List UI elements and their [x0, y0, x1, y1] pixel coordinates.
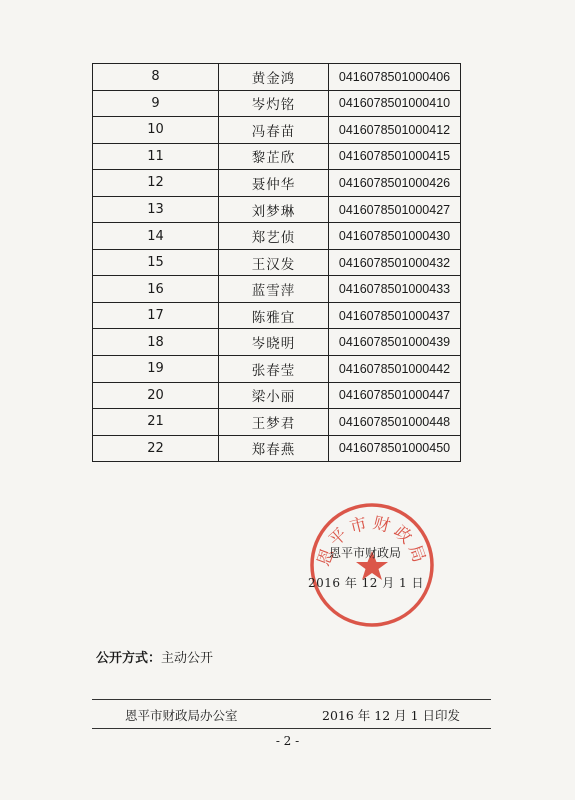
row-number-cell: 19	[93, 356, 219, 383]
table-row	[93, 249, 461, 276]
table-row	[93, 329, 461, 356]
table-row	[93, 409, 461, 436]
id-number-cell: 0416078501000427	[329, 196, 461, 223]
row-number-cell: 17	[93, 302, 219, 329]
id-number-cell: 0416078501000430	[329, 223, 461, 250]
table-row	[93, 170, 461, 197]
row-number-cell: 8	[93, 64, 219, 91]
row-number-cell: 14	[93, 223, 219, 250]
name-cell: 岑灼铭	[219, 90, 329, 117]
issuer-name: 恩平市财政局	[328, 546, 401, 560]
name-cell: 陈雅宜	[219, 302, 329, 329]
name-cell: 王汉发	[219, 249, 329, 276]
name-cell: 黎芷欣	[219, 143, 329, 170]
table-row	[93, 435, 461, 462]
name-cell: 蓝雪萍	[219, 276, 329, 303]
footer-bottom-rule	[92, 728, 491, 729]
id-number-cell: 0416078501000442	[329, 356, 461, 383]
table-row	[93, 276, 461, 303]
row-number-cell: 16	[93, 276, 219, 303]
table-row	[93, 143, 461, 170]
roster-table-body	[93, 64, 461, 462]
name-cell: 冯春苗	[219, 117, 329, 144]
id-number-cell: 0416078501000415	[329, 143, 461, 170]
footer-office: 恩平市财政局办公室	[125, 708, 238, 723]
name-cell: 岑晓明	[219, 329, 329, 356]
name-cell: 郑春燕	[219, 435, 329, 462]
table-row	[93, 382, 461, 409]
official-seal-stamp	[307, 500, 437, 630]
table-row	[93, 117, 461, 144]
table-row	[93, 223, 461, 250]
id-number-cell: 0416078501000437	[329, 302, 461, 329]
table-row	[93, 356, 461, 383]
disclosure-value: 主动公开	[161, 651, 214, 666]
row-number-cell: 12	[93, 170, 219, 197]
footer-issue-date: 2016 年 12 月 1 日印发	[322, 708, 461, 723]
table-row	[93, 90, 461, 117]
disclosure-method	[96, 647, 213, 666]
disclosure-label: 公开方式：	[96, 651, 162, 666]
id-number-cell: 0416078501000432	[329, 249, 461, 276]
row-number-cell: 11	[93, 143, 219, 170]
footer-top-rule	[92, 699, 491, 700]
id-number-cell: 0416078501000412	[329, 117, 461, 144]
table-row	[93, 302, 461, 329]
name-cell: 黄金鸿	[219, 64, 329, 91]
signature-date: 2016 年 12 月 1 日	[307, 576, 425, 590]
id-number-cell: 0416078501000426	[329, 170, 461, 197]
table-row	[93, 64, 461, 91]
id-number-cell: 0416078501000447	[329, 382, 461, 409]
name-cell: 梁小丽	[219, 382, 329, 409]
name-cell: 郑艺侦	[219, 223, 329, 250]
row-number-cell: 9	[93, 90, 219, 117]
id-number-cell: 0416078501000410	[329, 90, 461, 117]
id-number-cell: 0416078501000406	[329, 64, 461, 91]
id-number-cell: 0416078501000450	[329, 435, 461, 462]
id-number-cell: 0416078501000439	[329, 329, 461, 356]
page-number: - 2 -	[275, 734, 300, 748]
name-cell: 张春莹	[219, 356, 329, 383]
row-number-cell: 21	[93, 409, 219, 436]
row-number-cell: 20	[93, 382, 219, 409]
roster-table	[92, 63, 461, 462]
row-number-cell: 13	[93, 196, 219, 223]
id-number-cell: 0416078501000433	[329, 276, 461, 303]
row-number-cell: 22	[93, 435, 219, 462]
name-cell: 聂仲华	[219, 170, 329, 197]
row-number-cell: 15	[93, 249, 219, 276]
svg-text:恩平市财政局: 恩平市财政局	[313, 513, 431, 569]
id-number-cell: 0416078501000448	[329, 409, 461, 436]
name-cell: 王梦君	[219, 409, 329, 436]
row-number-cell: 18	[93, 329, 219, 356]
table-row	[93, 196, 461, 223]
row-number-cell: 10	[93, 117, 219, 144]
name-cell: 刘梦琳	[219, 196, 329, 223]
